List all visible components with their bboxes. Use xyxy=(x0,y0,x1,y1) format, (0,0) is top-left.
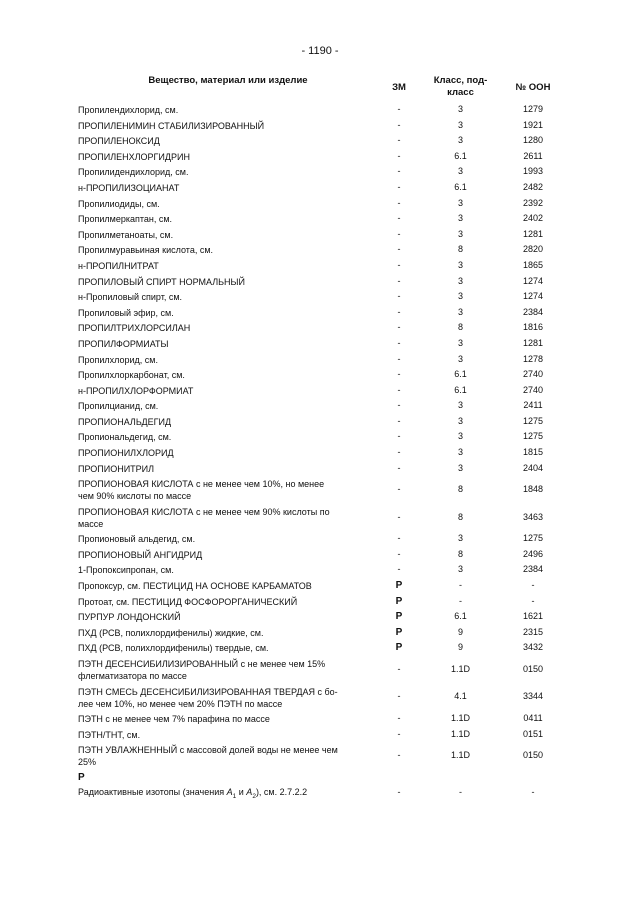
row-name xyxy=(78,307,366,319)
row-name-line1: ПУРПУР ЛОНДОНСКИЙ xyxy=(78,612,181,623)
row-name xyxy=(78,104,366,116)
row-sm: - xyxy=(397,166,401,177)
row-class: 4.1 xyxy=(454,691,467,702)
table-row xyxy=(78,547,568,563)
row-name xyxy=(78,276,366,288)
row-name-line1: Пропилендихлорид, см. xyxy=(78,105,179,115)
header-class xyxy=(418,75,503,99)
row-name-line1: Пропилцианид, см. xyxy=(78,401,159,412)
row-un: - xyxy=(531,595,535,606)
row-name xyxy=(78,447,366,459)
row-sm: - xyxy=(397,462,401,473)
row-class: - xyxy=(459,786,462,797)
row-name xyxy=(78,611,366,623)
row-sm: - xyxy=(397,548,401,559)
row-name-line1: ПЭТН с не менее чем 7% парафина по массе xyxy=(78,714,270,724)
row-sm: - xyxy=(397,135,401,146)
row-class: 8 xyxy=(457,484,463,494)
table-row xyxy=(78,258,568,274)
row-sm: - xyxy=(397,150,401,161)
section-letter: Р xyxy=(78,771,85,783)
row-class: 3 xyxy=(457,135,463,146)
row-name-line1: ПРОПИОНИЛХЛОРИД xyxy=(78,448,174,459)
page-number: - 1190 - xyxy=(301,45,339,57)
row-name xyxy=(78,400,366,412)
row-class: 3 xyxy=(457,166,463,177)
row-name xyxy=(78,627,366,639)
row-name xyxy=(78,729,366,741)
table-row xyxy=(78,625,568,641)
row-class: 3 xyxy=(457,259,463,270)
row-sm: - xyxy=(397,511,401,522)
table-row xyxy=(78,640,568,656)
row-sm: - xyxy=(397,228,401,239)
row-name-line1: ПЭТН СМЕСЬ ДЕСЕНСИБИЛИЗИРОВАННАЯ ТВЕРДАЯ с бо- xyxy=(78,686,338,697)
header-sm: ЗМ xyxy=(392,82,406,93)
row-name-line1: ПРОПИОНИТРИЛ xyxy=(78,463,155,474)
row-class: 3 xyxy=(457,415,463,426)
row-name-line1: ПРОПИЛОВЫЙ СПИРТ НОРМАЛЬНЫЙ xyxy=(78,276,245,287)
table-row xyxy=(78,242,568,258)
row-sm: P xyxy=(395,595,403,607)
row-un: 1281 xyxy=(522,337,544,348)
row-name-line1: н-ПРОПИЛИЗОЦИАНАТ xyxy=(78,182,180,193)
radio-prefix: Радиоактивные изотопы (значения xyxy=(78,786,227,797)
table-row xyxy=(78,656,568,684)
row-class: 1.1D xyxy=(450,713,470,723)
row-class: 6.1 xyxy=(454,181,467,192)
table-body xyxy=(78,102,568,801)
table-row xyxy=(78,102,568,118)
row-class: 8 xyxy=(457,322,463,333)
row-sm: - xyxy=(397,197,401,208)
row-sm: P xyxy=(395,580,403,592)
row-class: 6.1 xyxy=(454,611,467,622)
row-un: 3344 xyxy=(522,691,544,702)
row-container xyxy=(78,102,568,770)
row-name xyxy=(78,580,366,592)
row-sm: P xyxy=(395,626,403,638)
table-row xyxy=(78,164,568,180)
row-un: 1275 xyxy=(522,533,544,544)
table-row xyxy=(78,367,568,383)
row-name xyxy=(78,642,366,654)
row-name xyxy=(78,787,366,800)
row-class: 8 xyxy=(457,244,463,255)
row-sm: - xyxy=(397,447,401,458)
row-name xyxy=(78,686,366,710)
row-class: 1.1D xyxy=(450,663,470,674)
row-sm: - xyxy=(397,291,401,302)
row-un: 1993 xyxy=(522,166,544,177)
row-class: 3 xyxy=(457,306,463,317)
row-sm: - xyxy=(397,181,401,192)
row-un: 0411 xyxy=(523,713,543,723)
row-un: 2404 xyxy=(522,462,544,473)
row-class: 3 xyxy=(457,564,463,575)
row-class: 3 xyxy=(457,213,463,224)
row-sm: - xyxy=(397,431,401,442)
table-row xyxy=(78,227,568,243)
row-class: 1.1D xyxy=(450,749,470,760)
row-name xyxy=(78,533,366,545)
row-name-line1: Пропилмуравьиная кислота, см. xyxy=(78,245,214,256)
a1-symbol: A xyxy=(226,786,233,797)
row-class: - xyxy=(459,580,462,591)
table-row xyxy=(78,504,568,532)
row-un: - xyxy=(531,786,535,797)
table-row xyxy=(78,149,568,165)
table-row xyxy=(78,305,568,321)
row-name-line1: ПРОПИЛЕНИМИН СТАБИЛИЗИРОВАННЫЙ xyxy=(78,120,265,131)
row-name-line1: Пропилидендихлорид, см. xyxy=(78,167,189,178)
row-sm: - xyxy=(397,400,401,411)
a2-symbol: A xyxy=(246,786,253,797)
row-un: 1921 xyxy=(522,119,544,130)
row-name xyxy=(78,431,366,443)
row-sm: - xyxy=(397,322,401,333)
row-sm: - xyxy=(397,728,401,739)
row-un: 1280 xyxy=(522,135,544,146)
row-class: 6.1 xyxy=(454,150,467,161)
row-name xyxy=(78,229,366,241)
row-un: 3463 xyxy=(522,511,544,522)
row-sm: - xyxy=(397,786,401,797)
table-row xyxy=(78,594,568,610)
row-name-line1: н-Пропиловый спирт, см. xyxy=(78,292,183,303)
table-row xyxy=(78,133,568,149)
table-row xyxy=(78,609,568,625)
row-class: 3 xyxy=(457,197,463,208)
row-class: 9 xyxy=(457,642,463,653)
row-class: 3 xyxy=(457,119,463,130)
row-name-line1: ПЭТН УВЛАЖНЕННЫЙ с массовой долей воды не менее чем xyxy=(78,745,338,756)
row-un: 3432 xyxy=(522,642,544,653)
row-name-line2: 25% xyxy=(78,757,97,768)
row-sm: - xyxy=(397,749,401,760)
row-class: 8 xyxy=(457,511,463,522)
row-name-line1: ПХД (РСВ, полихлордифенилы) твердые, см. xyxy=(78,643,269,654)
row-un: 0150 xyxy=(522,663,544,674)
row-sm: - xyxy=(397,213,401,224)
section-heading-row xyxy=(78,770,568,785)
table-row xyxy=(78,118,568,134)
row-un: 1274 xyxy=(522,275,544,286)
table-row xyxy=(78,476,568,504)
row-name xyxy=(78,198,366,210)
row-name xyxy=(78,338,366,350)
row-name-line1: Пропоксур, см. ПЕСТИЦИД НА ОСНОВЕ КАРБАМАТОВ xyxy=(78,581,312,592)
row-name-line2: чем 90% кислоты по массе xyxy=(78,491,192,502)
row-name xyxy=(78,744,366,768)
row-class: - xyxy=(459,595,462,606)
table-row xyxy=(78,562,568,578)
row-name-line1: Пропилметаноаты, см. xyxy=(78,229,174,240)
row-name-line2: флегматизатора по массе xyxy=(78,671,187,681)
table-header xyxy=(78,72,568,102)
row-un: 1274 xyxy=(522,291,544,302)
row-name-line2: массе xyxy=(78,518,104,529)
table-row xyxy=(78,196,568,212)
table-row xyxy=(78,531,568,547)
row-name xyxy=(78,213,366,225)
row-un: 0151 xyxy=(522,728,544,739)
row-un: 2384 xyxy=(522,564,544,575)
table-row xyxy=(78,352,568,368)
row-un: 1848 xyxy=(522,484,544,494)
row-name xyxy=(78,135,366,147)
row-un: 2315 xyxy=(522,626,544,637)
row-un: 2740 xyxy=(522,369,544,380)
row-sm: - xyxy=(397,353,401,364)
radio-suffix: ), см. 2.7.2.2 xyxy=(255,786,308,797)
table-row xyxy=(78,180,568,196)
row-name xyxy=(78,291,366,303)
header-class-line1: Класс, под- xyxy=(433,75,488,86)
row-name-line1: ПРОПИОНОВАЯ КИСЛОТА с не менее чем 90% кислоты по xyxy=(78,506,330,517)
table-row xyxy=(78,211,568,227)
header-un-number: № ООН xyxy=(515,82,551,93)
table-row xyxy=(78,414,568,430)
row-sm: - xyxy=(397,119,401,130)
row-name-line1: Пропиловый эфир, см. xyxy=(78,307,174,318)
row-un: 2611 xyxy=(523,150,543,161)
row-name-line1: Пропилиодиды, см. xyxy=(78,198,160,209)
table-row xyxy=(78,711,568,727)
row-un: 2384 xyxy=(522,306,544,317)
row-sm: - xyxy=(397,275,401,286)
row-name-line1: Пропионовый альдегид, см. xyxy=(78,534,196,545)
row-sm: - xyxy=(397,663,401,674)
row-sm: - xyxy=(397,484,401,494)
row-un: 1275 xyxy=(522,431,544,442)
row-class: 3 xyxy=(457,353,463,364)
row-class: 3 xyxy=(457,431,463,442)
row-name xyxy=(78,596,366,608)
table-row xyxy=(78,398,568,414)
row-un: 0150 xyxy=(522,749,544,760)
row-un: 1281 xyxy=(522,228,544,239)
row-name-line1: н-ПРОПИЛНИТРАТ xyxy=(78,260,159,271)
row-class: 3 xyxy=(457,400,463,411)
table-row xyxy=(78,320,568,336)
row-name xyxy=(78,260,366,272)
table-row xyxy=(78,429,568,445)
row-name xyxy=(78,322,366,334)
row-name xyxy=(78,478,366,502)
row-class: 6.1 xyxy=(454,369,467,380)
row-class: 3 xyxy=(457,104,463,114)
row-class: 9 xyxy=(457,626,463,637)
row-sm: - xyxy=(397,691,401,702)
row-class: 6.1 xyxy=(454,384,467,395)
row-sm: - xyxy=(397,259,401,270)
row-sm: - xyxy=(397,713,401,723)
row-name-line1: ПЭТН/ТНТ, см. xyxy=(78,729,141,740)
a1-subscript: 1 xyxy=(232,792,237,800)
row-name-line1: Пропилхлоркарбонат, см. xyxy=(78,370,185,381)
row-name xyxy=(78,354,366,366)
row-name xyxy=(78,549,366,561)
row-name-line1: ПХД (РСВ, полихлордифенилы) жидкие, см. xyxy=(78,627,264,638)
row-un: 2392 xyxy=(522,197,544,208)
row-name xyxy=(78,658,366,682)
row-name xyxy=(78,416,366,428)
table-row xyxy=(78,684,568,712)
row-name-line2: лее чем 10%, но менее чем 20% ПЭТН по массе xyxy=(78,698,283,709)
row-name-line1: Пропиональдегид, см. xyxy=(78,432,172,443)
row-class: 3 xyxy=(457,337,463,348)
row-name-line1: Протоат, см. ПЕСТИЦИД ФОСФОРОРГАНИЧЕСКИЙ xyxy=(78,596,298,607)
table-row xyxy=(78,336,568,352)
and-text: и xyxy=(236,786,247,797)
row-name xyxy=(78,564,366,576)
row-un: 1275 xyxy=(522,415,544,426)
row-name-line1: ПРОПИЛТРИХЛОРСИЛАН xyxy=(78,323,191,334)
row-un: 2402 xyxy=(522,213,544,224)
row-class: 3 xyxy=(457,462,463,473)
row-name-line1: ПРОПИОНОВЫЙ АНГИДРИД xyxy=(78,549,203,560)
row-class: 3 xyxy=(457,533,463,544)
row-un: - xyxy=(531,580,535,591)
row-sm: P xyxy=(395,642,403,654)
row-un: 2482 xyxy=(522,181,544,192)
row-un: 1816 xyxy=(522,322,544,333)
table-row xyxy=(78,383,568,399)
row-name xyxy=(78,369,366,381)
row-un: 2820 xyxy=(522,244,544,255)
row-name xyxy=(78,151,366,163)
row-sm: - xyxy=(397,369,401,380)
table-row xyxy=(78,727,568,743)
row-name-line1: Пропилхлорид, см. xyxy=(78,354,158,365)
table-row xyxy=(78,578,568,594)
row-name xyxy=(78,166,366,178)
header-class-line2: класс xyxy=(447,87,474,98)
row-sm: P xyxy=(395,611,403,623)
row-un: 1621 xyxy=(522,611,544,622)
row-name-line1: ПРОПИЛЕНХЛОРГИДРИН xyxy=(78,151,190,162)
row-un: 1865 xyxy=(522,259,544,270)
a2-subscript: 2 xyxy=(252,792,256,800)
row-sm: - xyxy=(397,104,401,114)
row-name-line1: ПРОПИЛФОРМИАТЫ xyxy=(78,338,169,349)
row-name-line1: ПРОПИОНАЛЬДЕГИД xyxy=(78,416,172,427)
row-sm: - xyxy=(397,384,401,395)
row-sm: - xyxy=(397,533,401,544)
row-class: 3 xyxy=(457,275,463,286)
table-row xyxy=(78,461,568,477)
row-sm: - xyxy=(397,337,401,348)
row-name xyxy=(78,463,366,475)
table-row xyxy=(78,785,568,801)
row-name xyxy=(78,506,366,530)
row-name-line1: ПЭТН ДЕСЕНСИБИЛИЗИРОВАННЫЙ с не менее чем 15% xyxy=(78,659,326,669)
row-un: 2496 xyxy=(522,548,544,559)
row-un: 2411 xyxy=(523,400,543,411)
table-row xyxy=(78,274,568,290)
row-name-line1: ПРОПИОНОВАЯ КИСЛОТА с не менее чем 10%, но менее xyxy=(78,479,325,490)
row-class: 8 xyxy=(457,548,463,559)
row-un: 1278 xyxy=(522,353,544,364)
header-substance: Вещество, материал или изделие xyxy=(148,75,308,86)
row-name-line1: 1-Пропоксипропан, см. xyxy=(78,565,174,576)
table-row xyxy=(78,289,568,305)
row-un: 1279 xyxy=(522,104,544,114)
row-name xyxy=(78,182,366,194)
row-name-line1: Пропилмеркаптан, см. xyxy=(78,214,173,225)
row-sm: - xyxy=(397,415,401,426)
row-sm: - xyxy=(397,244,401,255)
row-class: 3 xyxy=(457,228,463,239)
row-sm: - xyxy=(397,306,401,317)
row-un: 1815 xyxy=(522,447,544,458)
row-name xyxy=(78,120,366,132)
row-name xyxy=(78,713,366,725)
row-class: 3 xyxy=(457,291,463,302)
table-row xyxy=(78,445,568,461)
row-name xyxy=(78,244,366,256)
row-class: 1.1D xyxy=(450,728,470,739)
row-class: 3 xyxy=(457,447,463,458)
row-name xyxy=(78,385,366,397)
row-name-line1: н-ПРОПИЛХЛОРФОРМИАТ xyxy=(78,385,194,396)
table-row xyxy=(78,742,568,770)
row-un: 2740 xyxy=(522,384,544,395)
row-name-line1: ПРОПИЛЕНОКСИД xyxy=(78,136,160,147)
row-sm: - xyxy=(397,564,401,575)
